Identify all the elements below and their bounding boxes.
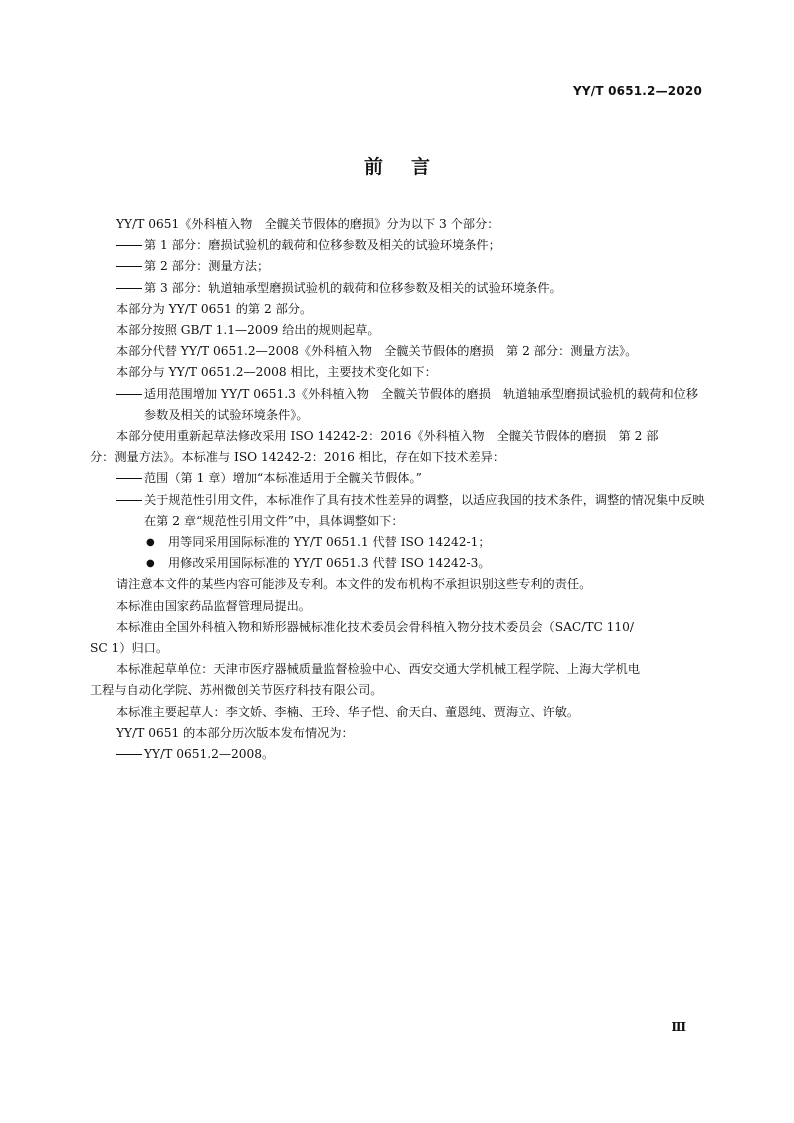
dash-item: 第 3 部分：轨道轴承型磨损试验机的载荷和位移参数及相关的试验环境条件。 — [116, 278, 706, 299]
paragraph: YY/T 0651《外科植入物 全髋关节假体的磨损》分为以下 3 个部分： — [116, 217, 500, 231]
dash-item: 适用范围增加 YY/T 0651.3《外科植入物 全髋关节假体的磨损 轨道轴承型磨损试验机的载荷和位移参数及相关的试验环境条件》。 — [116, 384, 706, 426]
paragraph: 本部分按照 GB/T 1.1—2009 给出的规则起草。 — [116, 323, 380, 338]
dash-item: 范围（第 1 章）增加“本标准适用于全髋关节假体。” — [116, 468, 706, 489]
dash-item: YY/T 0651.2—2008。 — [116, 744, 706, 765]
dash-mark — [116, 384, 144, 405]
paragraph: 本部分与 YY/T 0651.2—2008 相比，主要技术变化如下： — [116, 365, 437, 380]
paragraph: 本部分使用重新起草法修改采用 ISO 14242-2：2016《外科植入物 全髋关节假体的磨损 第 2 部 — [116, 429, 659, 444]
paragraph: 本部分代替 YY/T 0651.2—2008《外科植入物 全髋关节假体的磨损 第 2 部分：测量方法》。 — [116, 344, 638, 359]
foreword-body — [90, 214, 706, 765]
dash-mark — [116, 468, 144, 489]
dash-mark — [116, 490, 144, 511]
dash-mark — [116, 744, 144, 765]
dash-mark — [116, 235, 144, 256]
dash-item: 第 2 部分：测量方法； — [116, 256, 706, 277]
dash-mark — [116, 278, 144, 299]
dash-item: 第 1 部分：磨损试验机的载荷和位移参数及相关的试验环境条件； — [116, 235, 706, 256]
dash-item: 关于规范性引用文件，本标准作了具有技术性差异的调整，以适应我国的技术条件，调整的情况集中反映在第 2 章“规范性引用文件”中，具体调整如下： — [116, 490, 706, 532]
paragraph: 本标准由国家药品监督管理局提出。 — [116, 598, 311, 613]
paragraph: 本部分为 YY/T 0651 的第 2 部分。 — [116, 301, 313, 316]
document-code: YY/T 0651.2—2020 — [572, 84, 702, 98]
paragraph: YY/T 0651 的本部分历次版本发布情况为： — [116, 725, 354, 740]
paragraph: 请注意本文件的某些内容可能涉及专利。本文件的发布机构不承担识别这些专利的责任。 — [116, 577, 592, 592]
dash-mark — [116, 256, 144, 277]
paragraph-continuation: 工程与自动化学院、苏州微创关节医疗科技有限公司。 — [90, 683, 383, 698]
page-number: Ⅲ — [671, 1020, 686, 1034]
paragraph-continuation: 分：测量方法》。本标准与 ISO 14242-2：2016 相比，存在如下技术差异： — [90, 450, 506, 465]
paragraph: 本标准起草单位：天津市医疗器械质量监督检验中心、西安交通大学机械工程学院、上海大学机电 — [116, 662, 641, 677]
paragraph: 本标准由全国外科植入物和矫形器械标准化技术委员会骨科植入物分技术委员会（SAC/TC 110/ — [116, 619, 635, 634]
paragraph: 本标准主要起草人：李文娇、李楠、王玲、华子恺、俞天白、董恩纯、贾海立、许敏。 — [116, 704, 580, 719]
paragraph-continuation: SC 1）归口。 — [90, 641, 169, 656]
bullet-item: ● 用等同采用国际标准的 YY/T 0651.1 代替 ISO 14242-1； — [116, 532, 706, 553]
bullet-icon: ● — [146, 558, 155, 570]
page-title: 前言 — [363, 156, 458, 178]
bullet-item: ● 用修改采用国际标准的 YY/T 0651.3 代替 ISO 14242-3。 — [116, 553, 706, 574]
bullet-icon: ● — [146, 537, 155, 549]
